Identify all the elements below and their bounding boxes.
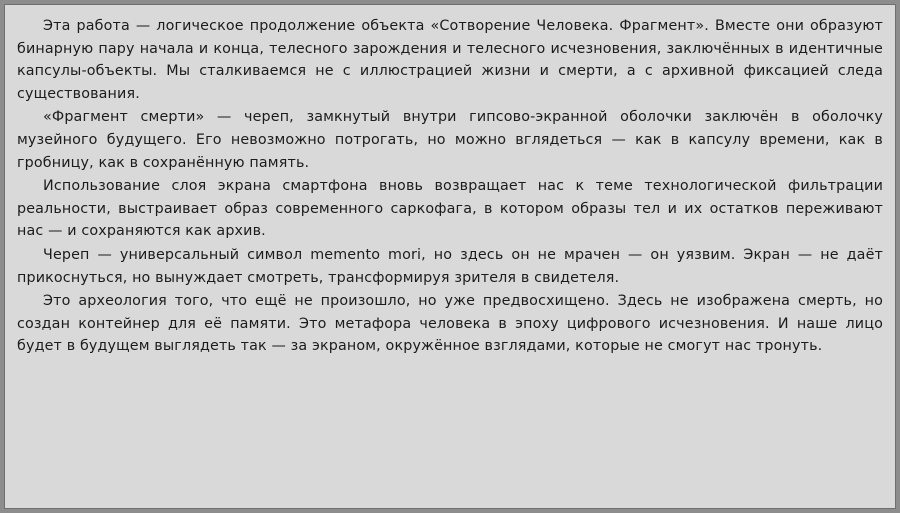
paragraph: Эта работа — логическое продолжение объекта «Сотворение Человека. Фрагмент». Вместе они образуют бинарную пару начала и конца, телесного зарождения и телесного исчезновения, заключённых в идентичные капсулы-объекты. Мы сталкиваемся не с иллюстрацией жизни и смерти, а с архивной фиксацией следа существования. bbox=[17, 18, 883, 102]
document-page bbox=[4, 4, 896, 509]
paragraph: Использование слоя экрана смартфона вновь возвращает нас к теме технологической фильтрации реальности, выстраивает образ современного саркофага, в котором образы тел и их остатков переживают нас — и сохраняются как архив. bbox=[17, 178, 883, 240]
document-text-body bbox=[5, 5, 895, 358]
paragraph: «Фрагмент смерти» — череп, замкнутый внутри гипсово-экранной оболочки заключён в оболочку музейного будущего. Его невозможно потрогать, но можно вглядеться — как в капсулу времени, как в гробницу, как в сохранённую память. bbox=[17, 109, 883, 171]
paragraph: Череп — универсальный символ memento mori, но здесь он не мрачен — он уязвим. Экран — не даёт прикоснуться, но вынуждает смотреть, трансформируя зрителя в свидетеля. bbox=[17, 246, 883, 286]
paragraph: Это археология того, что ещё не произошло, но уже предвосхищено. Здесь не изображена смерть, но создан контейнер для её памяти. Это метафора человека в эпоху цифрового исчезновения. И наше лицо будет в будущем выглядеть так — за экраном, окружённое взглядами, которые не смогут нас тронуть. bbox=[17, 293, 883, 355]
